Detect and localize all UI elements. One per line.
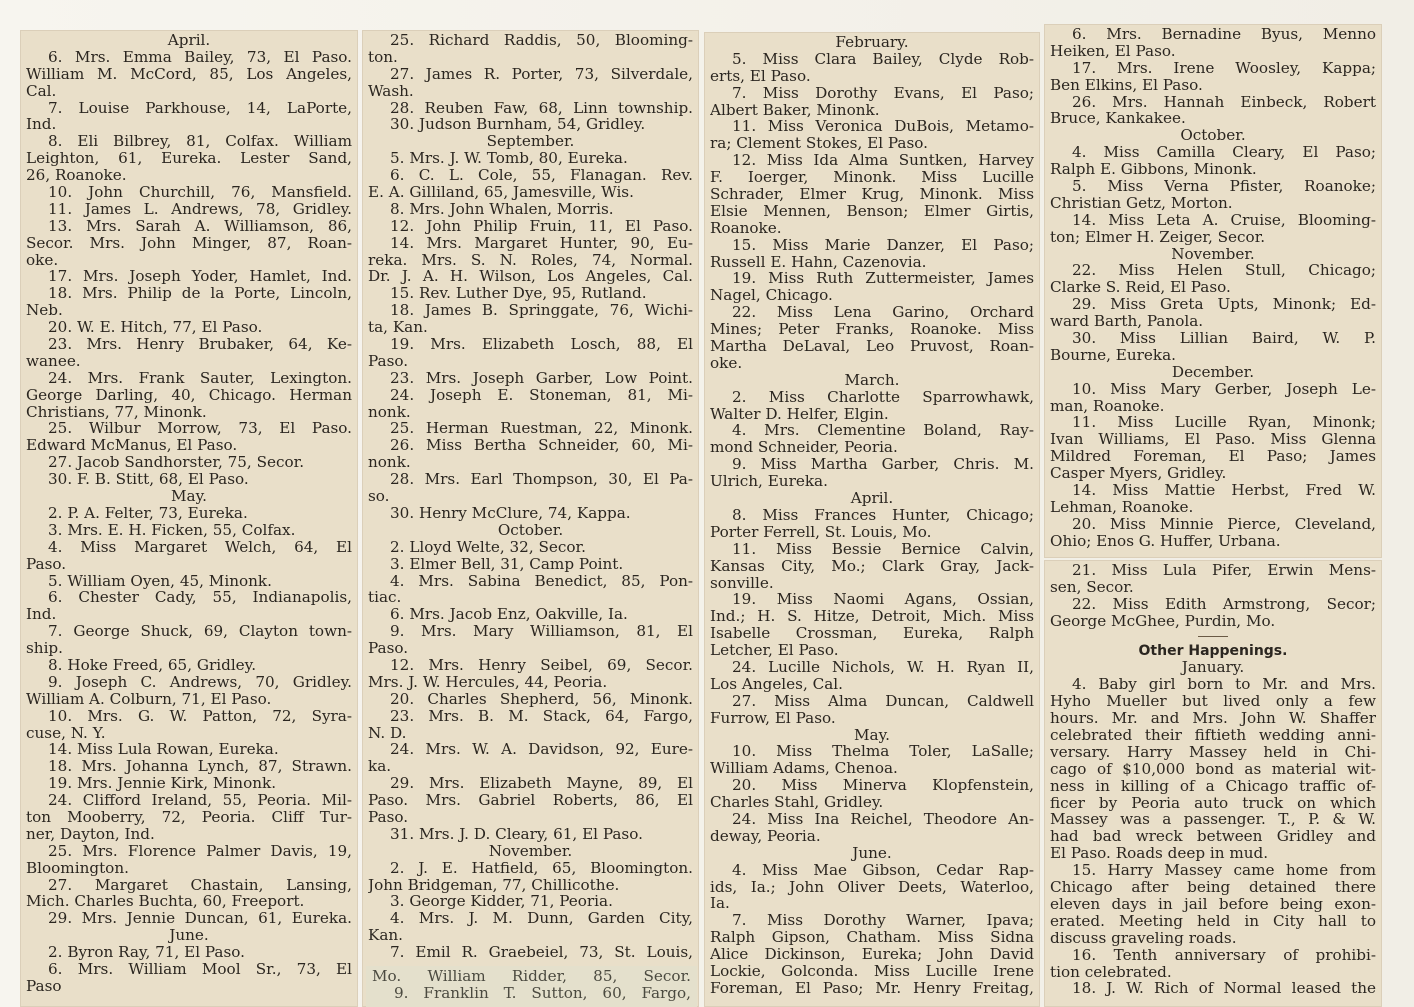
text-line: 12. Mrs. Henry Seibel, 69, Secor. — [390, 656, 693, 674]
text-line: 25. Herman Ruestman, 22, Minonk. — [390, 420, 693, 438]
happening-text-line: Massey was a passenger. T., P. & W. — [1050, 811, 1376, 829]
text-line: 2. Byron Ray, 71, El Paso. — [48, 944, 245, 961]
happening-text-line: cago of $10,000 bond as material wit- — [1050, 760, 1376, 778]
text-line: Kansas City, Mo.; Clark Gray, Jack- — [710, 557, 1034, 575]
text-line: 25. Wilbur Morrow, 73, El Paso. — [48, 420, 352, 438]
text-line: 4. Miss Mae Gibson, Cedar Rap- — [732, 861, 1034, 879]
text-line: Secor. Mrs. John Minger, 87, Roan- — [26, 234, 352, 252]
text-line: Paso. — [26, 555, 67, 573]
text-line: 6. C. L. Cole, 55, Flanagan. Rev. — [390, 167, 693, 185]
text-line: 10. Miss Thelma Toler, LaSalle; — [732, 743, 1034, 761]
text-line: 24. Clifford Ireland, 55, Peoria. Mil- — [48, 792, 352, 809]
text-line: 29. Miss Greta Upts, Minonk; Ed- — [1072, 296, 1376, 314]
text-line: Bourne, Eureka. — [1050, 346, 1176, 364]
text-line: 7. Emil R. Graebeiel, 73, St. Louis, — [390, 944, 693, 961]
text-line: 10. John Churchill, 76, Mansfield. — [48, 184, 352, 201]
text-line: Ralph E. Gibbons, Minonk. — [1050, 161, 1257, 179]
text-line: 7. Louise Parkhouse, 14, LaPorte, — [48, 99, 352, 117]
text-line: 13. Mrs. Sarah A. Williamson, 86, — [48, 217, 352, 235]
text-line: 6. Mrs. Emma Bailey, 73, El Paso. — [48, 48, 352, 66]
text-line: George McGhee, Purdin, Mo. — [1050, 612, 1276, 630]
text-line: Elsie Mennen, Benson; Elmer Girtis, — [710, 202, 1034, 220]
text-line: 17. Mrs. Irene Woosley, Kappa; — [1072, 59, 1376, 77]
text-line: 30. Judson Burnham, 54, Gridley. — [390, 116, 646, 134]
text-line: Christians, 77, Minonk. — [26, 403, 207, 421]
text-line: 11. Miss Lucille Ryan, Minonk; — [1072, 414, 1376, 432]
happening-text-line: ficer by Peoria auto truck on which — [1050, 794, 1376, 812]
text-line: 7. George Shuck, 69, Clayton town- — [48, 623, 352, 641]
text-line: man, Roanoke. — [1050, 397, 1165, 415]
happening-text-line: had bad wreck between Gridley and — [1050, 828, 1376, 846]
text-line: 24. Mrs. W. A. Davidson, 92, Eure- — [390, 741, 693, 759]
text-line: Bruce, Kankakee. — [1050, 110, 1186, 128]
text-line: 8. Mrs. John Whalen, Morris. — [390, 200, 614, 218]
text-line: William Adams, Chenoa. — [710, 760, 898, 778]
happening-text-line: celebrated their fiftieth wedding anni- — [1050, 727, 1376, 744]
text-line: ta, Kan. — [368, 319, 428, 337]
text-line: 2. Lloyd Welte, 32, Secor. — [390, 538, 586, 556]
text-line: cuse, N. Y. — [26, 724, 106, 742]
text-line: 21. Miss Lula Pifer, Erwin Mens- — [1072, 562, 1376, 579]
text-line: 6. Chester Cady, 55, Indianapolis, — [48, 589, 352, 607]
text-line: N. D. — [368, 724, 407, 742]
column-2-obituaries-aug-nov — [362, 30, 699, 1007]
text-line: Ralph Gipson, Chatham. Miss Sidna — [710, 929, 1034, 947]
text-line: Letcher, El Paso. — [710, 642, 839, 659]
text-line: Ind.; H. S. Hitze, Detroit, Mich. Miss — [710, 608, 1034, 626]
text-line: Foreman, El Paso; Mr. Henry Freitag, — [710, 979, 1034, 997]
text-line: tiac. — [368, 589, 402, 607]
month-heading: June. — [169, 927, 209, 945]
text-line: 11. James L. Andrews, 78, Gridley. — [48, 200, 352, 218]
text-line: Mo. William Ridder, 85, Secor. — [372, 968, 691, 985]
column-2-bottom-clipping — [366, 966, 697, 1007]
month-heading: April. — [167, 32, 211, 49]
text-line: Dr. J. A. H. Wilson, Los Angeles, Cal. — [368, 268, 693, 286]
text-line: 30. F. B. Stitt, 68, El Paso. — [48, 471, 249, 489]
happening-text-line: discuss graveling roads. — [1050, 929, 1237, 947]
text-line: 9. Joseph C. Andrews, 70, Gridley. — [48, 673, 352, 691]
text-line: reka. Mrs. S. N. Roles, 74, Normal. — [368, 251, 693, 269]
text-line: Paso. Mrs. Gabriel Roberts, 86, El — [368, 792, 693, 809]
text-line: Walter D. Helfer, Elgin. — [710, 405, 889, 423]
month-heading: June. — [852, 844, 892, 862]
text-line: Neb. — [26, 302, 63, 320]
text-line: 24. Joseph E. Stoneman, 81, Mi- — [390, 386, 693, 404]
text-line: Mines; Peter Franks, Roanoke. Miss — [710, 321, 1034, 339]
text-line: William M. McCord, 85, Los Angeles, — [26, 65, 352, 83]
text-line: 24. Lucille Nichols, W. H. Ryan II, — [732, 658, 1034, 676]
text-line: Clarke S. Reid, El Paso. — [1050, 279, 1231, 297]
text-line: 29. Mrs. Elizabeth Mayne, 89, El — [390, 775, 693, 793]
text-line: 24. Mrs. Frank Sauter, Lexington. — [48, 369, 352, 387]
happening-text-line: 15. Harry Massey came home from — [1072, 862, 1376, 880]
text-line: 5. Mrs. J. W. Tomb, 80, Eureka. — [390, 150, 628, 168]
text-line: 23. Mrs. B. M. Stack, 64, Fargo, — [390, 707, 693, 725]
text-line: 30. Miss Lillian Baird, W. P. — [1072, 330, 1376, 347]
text-line: 20. Miss Minnie Pierce, Cleveland, — [1072, 515, 1376, 533]
text-line: 11. Miss Bessie Bernice Calvin, — [732, 540, 1034, 558]
text-line: 27. Miss Alma Duncan, Caldwell — [732, 692, 1034, 710]
text-line: 4. Mrs. Sabina Benedict, 85, Pon- — [390, 572, 693, 590]
text-line: Edward McManus, El Paso. — [26, 437, 238, 455]
text-line: Lockie, Golconda. Miss Lucille Irene — [710, 962, 1034, 980]
text-line: George Darling, 40, Chicago. Herman — [26, 386, 352, 404]
text-line: mond Schneider, Peoria. — [710, 439, 898, 457]
text-line: 26. Mrs. Hannah Einbeck, Robert — [1072, 93, 1376, 111]
text-line: 22. Miss Edith Armstrong, Secor; — [1072, 595, 1376, 613]
text-line: 10. Mrs. G. W. Patton, 72, Syra- — [48, 707, 352, 725]
text-line: Porter Ferrell, St. Louis, Mo. — [710, 523, 932, 541]
text-line: Schrader, Elmer Krug, Minonk. Miss — [710, 186, 1034, 203]
text-line: Ind. — [26, 116, 57, 134]
month-heading: October. — [1180, 127, 1246, 145]
text-line: 3. George Kidder, 71, Peoria. — [390, 893, 613, 911]
text-line: Ulrich, Eureka. — [710, 473, 828, 491]
month-heading: February. — [835, 34, 909, 51]
text-line: 22. Miss Lena Garino, Orchard — [732, 304, 1034, 322]
text-line: ward Barth, Panola. — [1050, 313, 1204, 331]
happening-text-line: hours. Mr. and Mrs. John W. Shaffer — [1050, 710, 1376, 728]
text-line: 14. Miss Lula Rowan, Eureka. — [48, 741, 279, 759]
text-line: Ind. — [26, 606, 57, 624]
text-line: 30. Henry McClure, 74, Kappa. — [390, 504, 631, 522]
text-line: 20. Charles Shepherd, 56, Minonk. — [390, 690, 693, 708]
month-heading: March. — [844, 371, 900, 389]
text-line: ton Mooberry, 72, Peoria. Cliff Tur- — [26, 808, 352, 826]
text-line: Mich. Charles Buchta, 60, Freeport. — [26, 893, 305, 911]
text-line: 11. Miss Veronica DuBois, Metamo- — [732, 118, 1034, 136]
text-line: Furrow, El Paso. — [710, 709, 836, 727]
happening-text-line: tion celebrated. — [1050, 963, 1172, 981]
happening-text-line: ness in killing of a Chicago traffic of- — [1050, 777, 1376, 795]
text-line: William A. Colburn, 71, El Paso. — [26, 690, 272, 708]
text-line: Russell E. Hahn, Cazenovia. — [710, 253, 927, 271]
text-line: Paso. — [368, 640, 409, 657]
text-line: 4. Miss Margaret Welch, 64, El — [48, 538, 352, 556]
text-line: Ohio; Enos G. Huffer, Urbana. — [1050, 532, 1281, 550]
text-line: so. — [368, 488, 390, 505]
text-line: Kan. — [368, 927, 404, 945]
text-line: Ivan Williams, El Paso. Miss Glenna — [1050, 431, 1376, 449]
text-line: Lehman, Roanoke. — [1050, 498, 1194, 516]
text-line: 25. Richard Raddis, 50, Blooming- — [390, 32, 693, 49]
happening-text-line: 4. Baby girl born to Mr. and Mrs. — [1072, 676, 1376, 694]
text-line: 12. Miss Ida Alma Suntken, Harvey — [732, 152, 1034, 170]
text-line: 2. J. E. Hatfield, 65, Bloomington. — [390, 859, 693, 877]
text-line: oke. — [710, 354, 743, 372]
text-line: 27. James R. Porter, 73, Silverdale, — [390, 65, 693, 83]
text-line: 18. James B. Springgate, 76, Wichi- — [390, 302, 693, 320]
text-line: ton; Elmer H. Zeiger, Secor. — [1050, 228, 1266, 246]
text-line: Alice Dickinson, Eureka; John David — [710, 946, 1034, 963]
text-line: 27. Margaret Chastain, Lansing, — [48, 876, 352, 894]
text-line: Nagel, Chicago. — [710, 287, 833, 305]
text-line: 4. Mrs. Clementine Boland, Ray- — [732, 422, 1034, 440]
text-line: Los Angeles, Cal. — [710, 675, 843, 693]
happening-text-line: 18. J. W. Rich of Normal leased the — [1072, 980, 1376, 998]
text-line: 24. Miss Ina Reichel, Theodore An- — [732, 810, 1034, 828]
text-line: 20. W. E. Hitch, 77, El Paso. — [48, 319, 263, 337]
text-line: Casper Myers, Gridley. — [1050, 465, 1227, 483]
text-line: oke. — [26, 251, 59, 269]
text-line: 7. Miss Dorothy Evans, El Paso; — [732, 84, 1034, 102]
text-line: ka. — [368, 758, 392, 776]
text-line: 14. Miss Leta A. Cruise, Blooming- — [1072, 211, 1376, 229]
text-line: 28. Reuben Faw, 68, Linn township. — [390, 99, 693, 117]
text-line: Paso. — [368, 352, 409, 370]
column-3-marriages-feb-june — [704, 32, 1040, 1007]
section-divider — [1198, 636, 1228, 637]
text-line: ra; Clement Stokes, El Paso. — [710, 135, 928, 153]
month-heading: November. — [1171, 245, 1255, 263]
text-line: sonville. — [710, 574, 774, 592]
text-line: 6. Mrs. Bernadine Byus, Menno — [1072, 26, 1376, 43]
text-line: 25. Mrs. Florence Palmer Davis, 19, — [48, 842, 352, 860]
text-line: erts, El Paso. — [710, 67, 811, 85]
month-heading: December. — [1171, 363, 1255, 381]
text-line: 14. Miss Mattie Herbst, Fred W. — [1072, 482, 1376, 499]
text-line: Isabelle Crossman, Eureka, Ralph — [710, 625, 1034, 643]
text-line: 15. Miss Marie Danzer, El Paso; — [732, 236, 1034, 254]
other-happenings-heading: Other Happenings. — [1138, 642, 1288, 659]
text-line: sen, Secor. — [1050, 578, 1134, 596]
month-heading: September. — [486, 133, 575, 151]
text-line: Paso. — [368, 808, 409, 826]
text-line: 23. Mrs. Henry Brubaker, 64, Ke- — [48, 336, 352, 353]
text-line: 28. Mrs. Earl Thompson, 30, El Pa- — [390, 471, 693, 489]
text-line: nonk. — [368, 454, 411, 472]
text-line: 8. Eli Bilbrey, 81, Colfax. William — [48, 133, 352, 151]
happening-text-line: erated. Meeting held in City hall to — [1050, 912, 1376, 930]
text-line: Martha DeLaval, Leo Pruvost, Roan- — [710, 338, 1034, 355]
text-line: ton. — [368, 48, 398, 66]
text-line: nonk. — [368, 403, 411, 421]
text-line: 31. Mrs. J. D. Cleary, 61, El Paso. — [390, 825, 643, 843]
text-line: Christian Getz, Morton. — [1050, 194, 1233, 212]
text-line: 19. Miss Naomi Agans, Ossian, — [732, 591, 1034, 609]
text-line: 19. Miss Ruth Zuttermeister, James — [732, 270, 1034, 288]
text-line: 18. Mrs. Philip de la Porte, Lincoln, — [48, 285, 352, 303]
happening-text-line: El Paso. Roads deep in mud. — [1050, 845, 1269, 863]
happening-text-line: Hyho Mueller but lived only a few — [1050, 693, 1376, 711]
text-line: Ia. — [710, 895, 730, 913]
month-heading: October. — [497, 521, 564, 539]
text-line: 3. Elmer Bell, 31, Camp Point. — [390, 555, 624, 573]
text-line: Paso — [26, 977, 62, 995]
text-line: Bloomington. — [26, 859, 129, 877]
text-line: 8. Miss Frances Hunter, Chicago; — [732, 506, 1034, 524]
text-line: 6. Mrs. William Mool Sr., 73, El — [48, 960, 352, 978]
text-line: 5. Miss Verna Pfister, Roanoke; — [1072, 178, 1376, 195]
month-heading: May. — [854, 726, 890, 744]
other-happenings-month: January. — [1181, 659, 1245, 677]
text-line: deway, Peoria. — [710, 827, 821, 845]
text-line: Mildred Foreman, El Paso; James — [1050, 448, 1376, 466]
text-line: 4. Miss Camilla Cleary, El Paso; — [1072, 144, 1376, 162]
text-line: 10. Miss Mary Gerber, Joseph Le- — [1072, 380, 1376, 398]
text-line: Wash. — [368, 82, 414, 100]
text-line: 12. John Philip Fruin, 11, El Paso. — [390, 217, 693, 235]
text-line: Heiken, El Paso. — [1050, 42, 1176, 60]
text-line: 7. Miss Dorothy Warner, Ipava; — [732, 912, 1034, 930]
text-line: 22. Miss Helen Stull, Chicago; — [1072, 262, 1376, 280]
text-line: 18. Mrs. Johanna Lynch, 87, Strawn. — [48, 758, 352, 776]
column-1-obituaries-april-june — [20, 30, 358, 1007]
text-line: 26, Roanoke. — [26, 167, 127, 185]
column-4-lower-clipping — [1044, 560, 1382, 1007]
text-line: ship. — [26, 640, 63, 657]
text-line: 3. Mrs. E. H. Ficken, 55, Colfax. — [48, 521, 296, 539]
text-line: Albert Baker, Minonk. — [710, 101, 880, 119]
text-line: 20. Miss Minerva Klopfenstein, — [732, 777, 1034, 795]
text-line: 23. Mrs. Joseph Garber, Low Point. — [390, 369, 693, 387]
text-line: 14. Mrs. Margaret Hunter, 90, Eu- — [390, 234, 693, 252]
column-4-marriages-oct-dec — [1044, 24, 1382, 558]
text-line: ner, Dayton, Ind. — [26, 825, 155, 843]
text-line: 15. Rev. Luther Dye, 95, Rutland. — [390, 285, 647, 303]
month-heading: April. — [850, 490, 894, 507]
text-line: 26. Miss Bertha Schneider, 60, Mi- — [390, 437, 693, 455]
text-line: 27. Jacob Sandhorster, 75, Secor. — [48, 454, 305, 472]
text-line: wanee. — [26, 352, 81, 370]
month-heading: November. — [488, 842, 573, 860]
text-line: 19. Mrs. Jennie Kirk, Minonk. — [48, 775, 277, 793]
text-line: 19. Mrs. Elizabeth Losch, 88, El — [390, 336, 693, 353]
text-line: Cal. — [26, 82, 57, 100]
text-line: F. Ioerger, Minonk. Miss Lucille — [710, 169, 1034, 187]
month-heading: May. — [171, 488, 207, 505]
text-line: 9. Mrs. Mary Williamson, 81, El — [390, 623, 693, 641]
text-line: Mrs. J. W. Hercules, 44, Peoria. — [368, 673, 608, 691]
text-line: 4. Mrs. J. M. Dunn, Garden City, — [390, 910, 693, 928]
text-line: ids, Ia.; John Oliver Deets, Waterloo, — [710, 878, 1034, 896]
text-line: Ben Elkins, El Paso. — [1050, 76, 1203, 94]
text-line: 8. Hoke Freed, 65, Gridley. — [48, 656, 257, 674]
text-line: 2. Miss Charlotte Sparrowhawk, — [732, 388, 1034, 406]
text-line: 5. Miss Clara Bailey, Clyde Rob- — [732, 50, 1034, 68]
text-line: Roanoke. — [710, 219, 782, 237]
text-line: 17. Mrs. Joseph Yoder, Hamlet, Ind. — [48, 268, 352, 286]
text-line: 5. William Oyen, 45, Minonk. — [48, 572, 272, 590]
text-line: Leighton, 61, Eureka. Lester Sand, — [26, 150, 352, 168]
text-line: 9. Miss Martha Garber, Chris. M. — [732, 456, 1034, 474]
text-line: 9. Franklin T. Sutton, 60, Fargo, — [394, 984, 691, 1002]
happening-text-line: 16. Tenth anniversary of prohibi- — [1072, 946, 1376, 964]
text-line: Charles Stahl, Gridley. — [710, 794, 884, 811]
text-line: John Bridgeman, 77, Chillicothe. — [368, 876, 620, 894]
text-line: 6. Mrs. Jacob Enz, Oakville, Ia. — [390, 606, 628, 624]
text-line: E. A. Gilliland, 65, Jamesville, Wis. — [368, 184, 634, 201]
happening-text-line: versary. Harry Massey held in Chi- — [1050, 743, 1376, 761]
text-line: 29. Mrs. Jennie Duncan, 61, Eureka. — [48, 910, 352, 928]
text-line: 2. P. A. Felter, 73, Eureka. — [48, 504, 248, 522]
happening-text-line: eleven days in jail before being exon- — [1050, 895, 1376, 913]
happening-text-line: Chicago after being detained there — [1050, 879, 1376, 896]
